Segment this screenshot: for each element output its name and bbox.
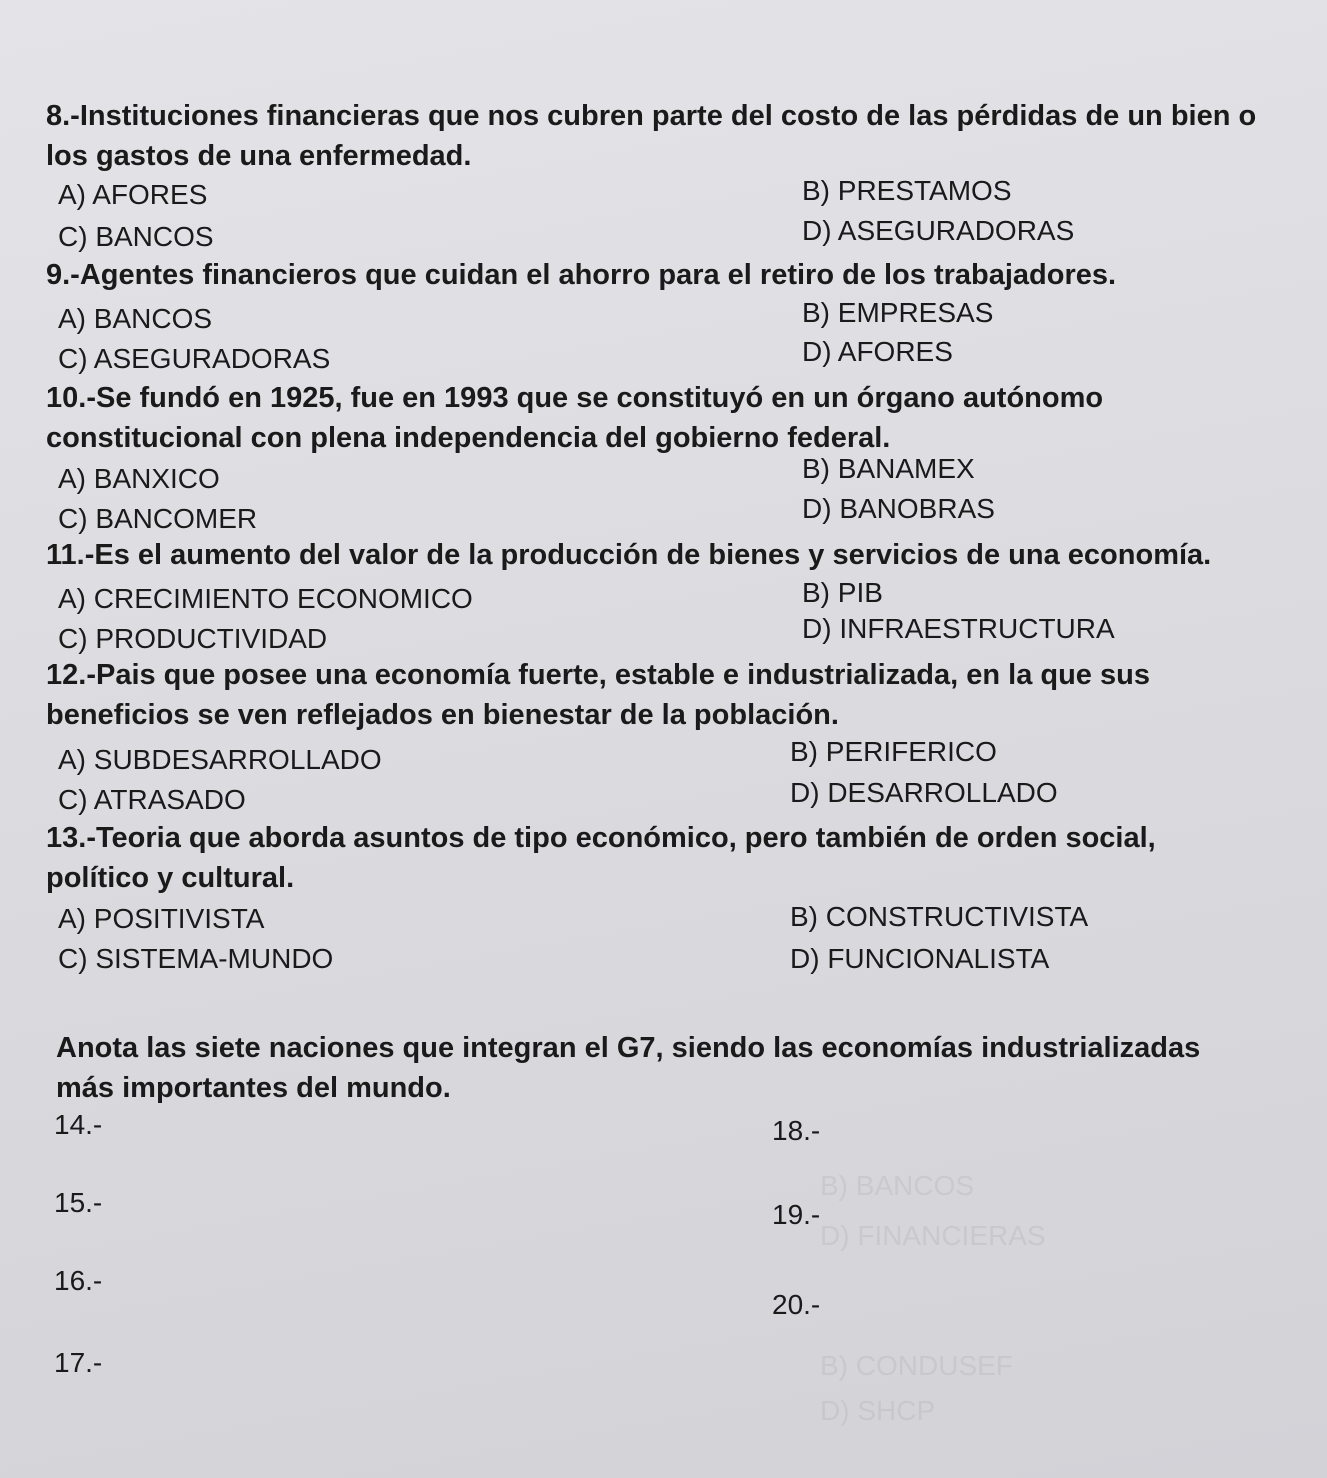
question-8-option-d[interactable]: D) ASEGURADORAS xyxy=(802,215,1075,246)
question-10-option-b[interactable]: B) BANAMEX xyxy=(802,453,975,484)
answer-blank-17[interactable]: 17.- xyxy=(54,1347,103,1378)
question-9-option-d[interactable]: D) AFORES xyxy=(802,336,953,367)
question-8-option-a[interactable]: A) AFORES xyxy=(58,179,208,210)
bleed-through-text: D) SHCP xyxy=(820,1395,936,1426)
question-11-option-c[interactable]: C) PRODUCTIVIDAD xyxy=(58,623,328,654)
question-12-option-b[interactable]: B) PERIFERICO xyxy=(790,736,997,767)
question-10-option-a[interactable]: A) BANXICO xyxy=(58,463,220,494)
question-13-option-b[interactable]: B) CONSTRUCTIVISTA xyxy=(790,901,1089,932)
question-10-option-c[interactable]: C) BANCOMER xyxy=(58,503,258,534)
question-12-option-a[interactable]: A) SUBDESARROLLADO xyxy=(58,744,382,775)
answer-blank-18[interactable]: 18.- xyxy=(772,1115,821,1146)
question-11-option-d[interactable]: D) INFRAESTRUCTURA xyxy=(802,613,1115,644)
question-9-option-a[interactable]: A) BANCOS xyxy=(58,303,213,334)
question-8-option-b[interactable]: B) PRESTAMOS xyxy=(802,175,1012,206)
answer-blank-19[interactable]: 19.- xyxy=(772,1199,821,1230)
question-9-option-c[interactable]: C) ASEGURADORAS xyxy=(58,343,331,374)
question-11-stem: 11.-Es el aumento del valor de la producción de bienes y servicios de una economía. xyxy=(46,539,1212,571)
question-13-stem: 13.-Teoria que aborda asuntos de tipo económico, pero también de orden social, político y cultural. xyxy=(46,822,1156,894)
g7-instruction: Anota las siete naciones que integran el G7, siendo las economías industrializadas más importantes del mundo. xyxy=(56,1032,1201,1104)
question-8-stem: 8.-Instituciones financieras que nos cubren parte del costo de las pérdidas de un bien o los gastos de una enfermedad. xyxy=(46,100,1257,172)
answer-blank-16[interactable]: 16.- xyxy=(54,1265,103,1296)
question-13-option-c[interactable]: C) SISTEMA-MUNDO xyxy=(58,943,334,974)
question-12-stem: 12.-Pais que posee una economía fuerte, estable e industrializada, en la que sus beneficios se ven reflejados en bienestar de la población. xyxy=(46,659,1150,731)
question-13-option-a[interactable]: A) POSITIVISTA xyxy=(58,903,265,934)
question-11-option-b[interactable]: B) PIB xyxy=(802,577,883,608)
answer-blank-15[interactable]: 15.- xyxy=(54,1187,103,1218)
question-13-option-d[interactable]: D) FUNCIONALISTA xyxy=(790,943,1050,974)
question-11-option-a[interactable]: A) CRECIMIENTO ECONOMICO xyxy=(58,583,473,614)
answer-blank-20[interactable]: 20.- xyxy=(772,1289,821,1320)
question-12-option-d[interactable]: D) DESARROLLADO xyxy=(790,777,1058,808)
bleed-through-text: D) FINANCIERAS xyxy=(820,1220,1046,1251)
question-9-stem: 9.-Agentes financieros que cuidan el ahorro para el retiro de los trabajadores. xyxy=(46,259,1117,291)
answer-blank-14[interactable]: 14.- xyxy=(54,1109,103,1140)
question-12-option-c[interactable]: C) ATRASADO xyxy=(58,784,246,815)
bleed-through-text: B) BANCOS xyxy=(820,1170,975,1201)
question-10-stem: 10.-Se fundó en 1925, fue en 1993 que se constituyó en un órgano autónomo constitucional con plena independencia del gobierno federal. xyxy=(46,382,1104,454)
question-8-option-c[interactable]: C) BANCOS xyxy=(58,221,214,252)
bleed-through-text: B) CONDUSEF xyxy=(820,1350,1013,1381)
question-9-option-b[interactable]: B) EMPRESAS xyxy=(802,297,994,328)
question-10-option-d[interactable]: D) BANOBRAS xyxy=(802,493,995,524)
